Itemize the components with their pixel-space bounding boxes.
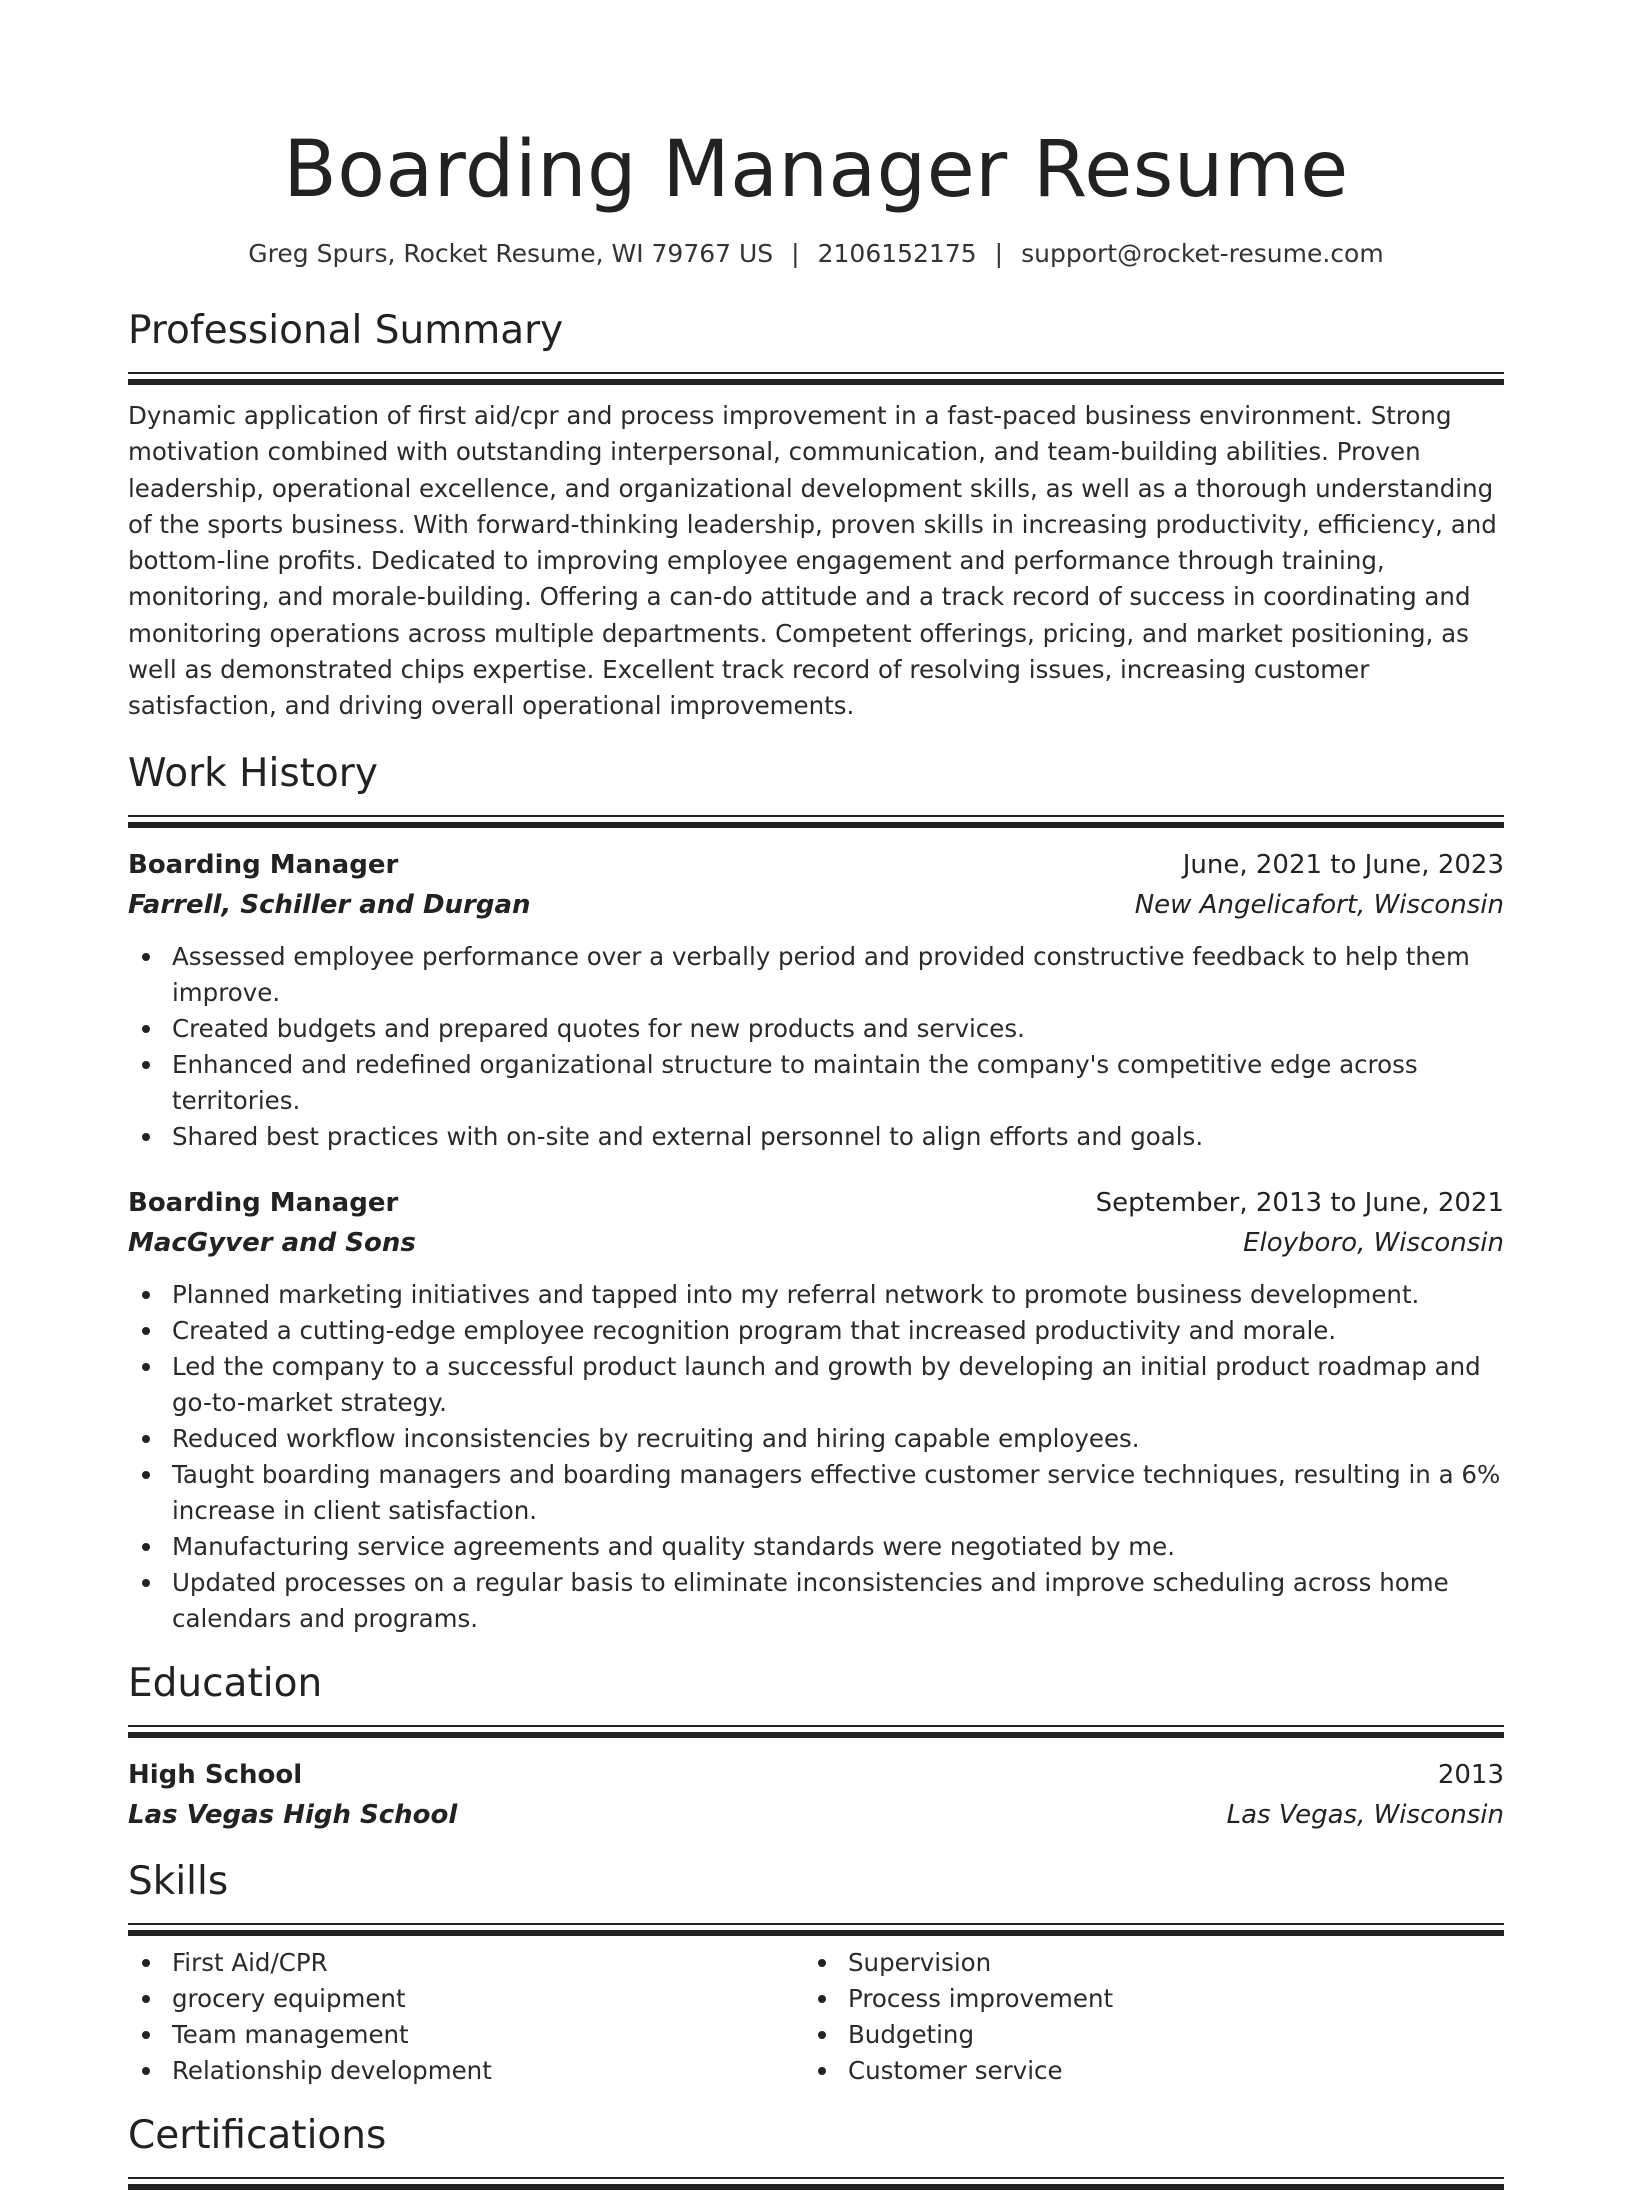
job-entry	[128, 845, 1504, 1155]
job-title: Boarding Manager	[128, 1187, 399, 1218]
education-entry	[128, 1755, 1504, 1835]
list-item: Enhanced and redefined organizational structure to maintain the company's competitive edge across territories.	[128, 1047, 1504, 1119]
contact-email: support@rocket-resume.com	[1021, 239, 1384, 268]
job-company: Farrell, Schiller and Durgan	[128, 889, 531, 920]
skills-list-right	[804, 1945, 1480, 2089]
certifications-heading: Certifications	[128, 2112, 387, 2158]
job-title: Boarding Manager	[128, 849, 399, 880]
education-section	[128, 1659, 1504, 1835]
list-item: Reduced workflow inconsistencies by recruiting and hiring capable employees.	[128, 1421, 1504, 1457]
list-item: Taught boarding managers and boarding managers effective customer service techniques, resulting in a 6% increase in client satisfaction.	[128, 1457, 1504, 1529]
summary-text: Dynamic application of first aid/cpr and process improvement in a fast-paced business environment. Strong motivation combined with outstanding interpersonal, communication, and team-building abilities. Proven leadership, operational excellence, and organizational development skills, as well as a thorough understanding of the sports business. With forward-thinking leadership, proven skills in increasing productivity, efficiency, and bottom-line profits. Dedicated to improving employee engagement and performance through training, monitoring, and morale-building. Offering a can-do attitude and a track record of success in coordinating and monitoring operations across multiple departments. Competent offerings, pricing, and market positioning, as well as demonstrated chips expertise. Excellent track record of resolving issues, increasing customer satisfaction, and driving overall operational improvements.	[128, 401, 1497, 721]
resume-title: Boarding Manager Resume	[283, 125, 1349, 215]
skill-item: Budgeting	[804, 2017, 1480, 2053]
section-divider	[128, 1725, 1504, 1739]
list-item: Created budgets and prepared quotes for new products and services.	[128, 1011, 1504, 1047]
list-item: Manufacturing service agreements and quality standards were negotiated by me.	[128, 1529, 1504, 1565]
job-header-row	[128, 845, 1504, 885]
section-divider	[128, 2177, 1504, 2191]
skill-item: Customer service	[804, 2053, 1480, 2089]
job-location: Eloyboro, Wisconsin	[1243, 1227, 1504, 1258]
work-history-heading: Work History	[128, 750, 378, 796]
section-divider	[128, 372, 1504, 386]
list-item: Updated processes on a regular basis to eliminate inconsistencies and improve scheduling across home calendars and programs.	[128, 1565, 1504, 1637]
contact-separator: |	[791, 239, 800, 268]
education-degree: High School	[128, 1759, 303, 1790]
education-school: Las Vegas High School	[128, 1799, 458, 1830]
summary-heading: Professional Summary	[128, 308, 564, 353]
contact-line	[128, 238, 1504, 270]
skills-grid	[128, 1945, 1504, 2089]
education-header-row	[128, 1755, 1504, 1795]
job-duties-list	[128, 939, 1504, 1155]
skills-heading: Skills	[128, 1858, 229, 1904]
skill-item: Relationship development	[128, 2053, 804, 2089]
contact-phone: 2106152175	[817, 239, 977, 268]
list-item: Led the company to a successful product launch and growth by developing an initial product roadmap and go-to-market strategy.	[128, 1349, 1504, 1421]
skills-section	[128, 1857, 1504, 2089]
job-header-row	[128, 1183, 1504, 1223]
contact-separator: |	[994, 239, 1004, 268]
summary-section	[128, 306, 1504, 725]
skill-item: Process improvement	[804, 1981, 1480, 2017]
education-school-row	[128, 1795, 1504, 1835]
job-company-row	[128, 1223, 1504, 1263]
skills-column-left	[128, 1945, 804, 2089]
resume-page	[128, 0, 1504, 2191]
contact-address: Greg Spurs, Rocket Resume, WI 79767 US	[248, 239, 774, 268]
skill-item: grocery equipment	[128, 1981, 804, 2017]
job-dates: September, 2013 to June, 2021	[1095, 1187, 1504, 1218]
job-location: New Angelicafort, Wisconsin	[1134, 889, 1504, 920]
skill-item: Supervision	[804, 1945, 1480, 1981]
job-duties-list	[128, 1277, 1504, 1637]
list-item: Assessed employee performance over a verbally period and provided constructive feedback to help them improve.	[128, 939, 1504, 1011]
skills-column-right	[804, 1945, 1480, 2089]
job-company: MacGyver and Sons	[128, 1227, 416, 1258]
section-divider	[128, 815, 1504, 829]
job-entry	[128, 1183, 1504, 1637]
job-dates: June, 2021 to June, 2023	[1182, 849, 1504, 880]
job-company-row	[128, 885, 1504, 925]
section-divider	[128, 1923, 1504, 1937]
list-item: Created a cutting-edge employee recognition program that increased productivity and morale.	[128, 1313, 1504, 1349]
skill-item: First Aid/CPR	[128, 1945, 804, 1981]
skills-list-left	[128, 1945, 804, 2089]
certifications-section	[128, 2111, 1504, 2191]
education-location: Las Vegas, Wisconsin	[1226, 1799, 1504, 1830]
education-year: 2013	[1437, 1759, 1504, 1790]
work-history-section	[128, 749, 1504, 1637]
list-item: Shared best practices with on-site and external personnel to align efforts and goals.	[128, 1119, 1504, 1155]
list-item: Planned marketing initiatives and tapped into my referral network to promote business development.	[128, 1277, 1504, 1313]
education-heading: Education	[128, 1660, 323, 1706]
skill-item: Team management	[128, 2017, 804, 2053]
